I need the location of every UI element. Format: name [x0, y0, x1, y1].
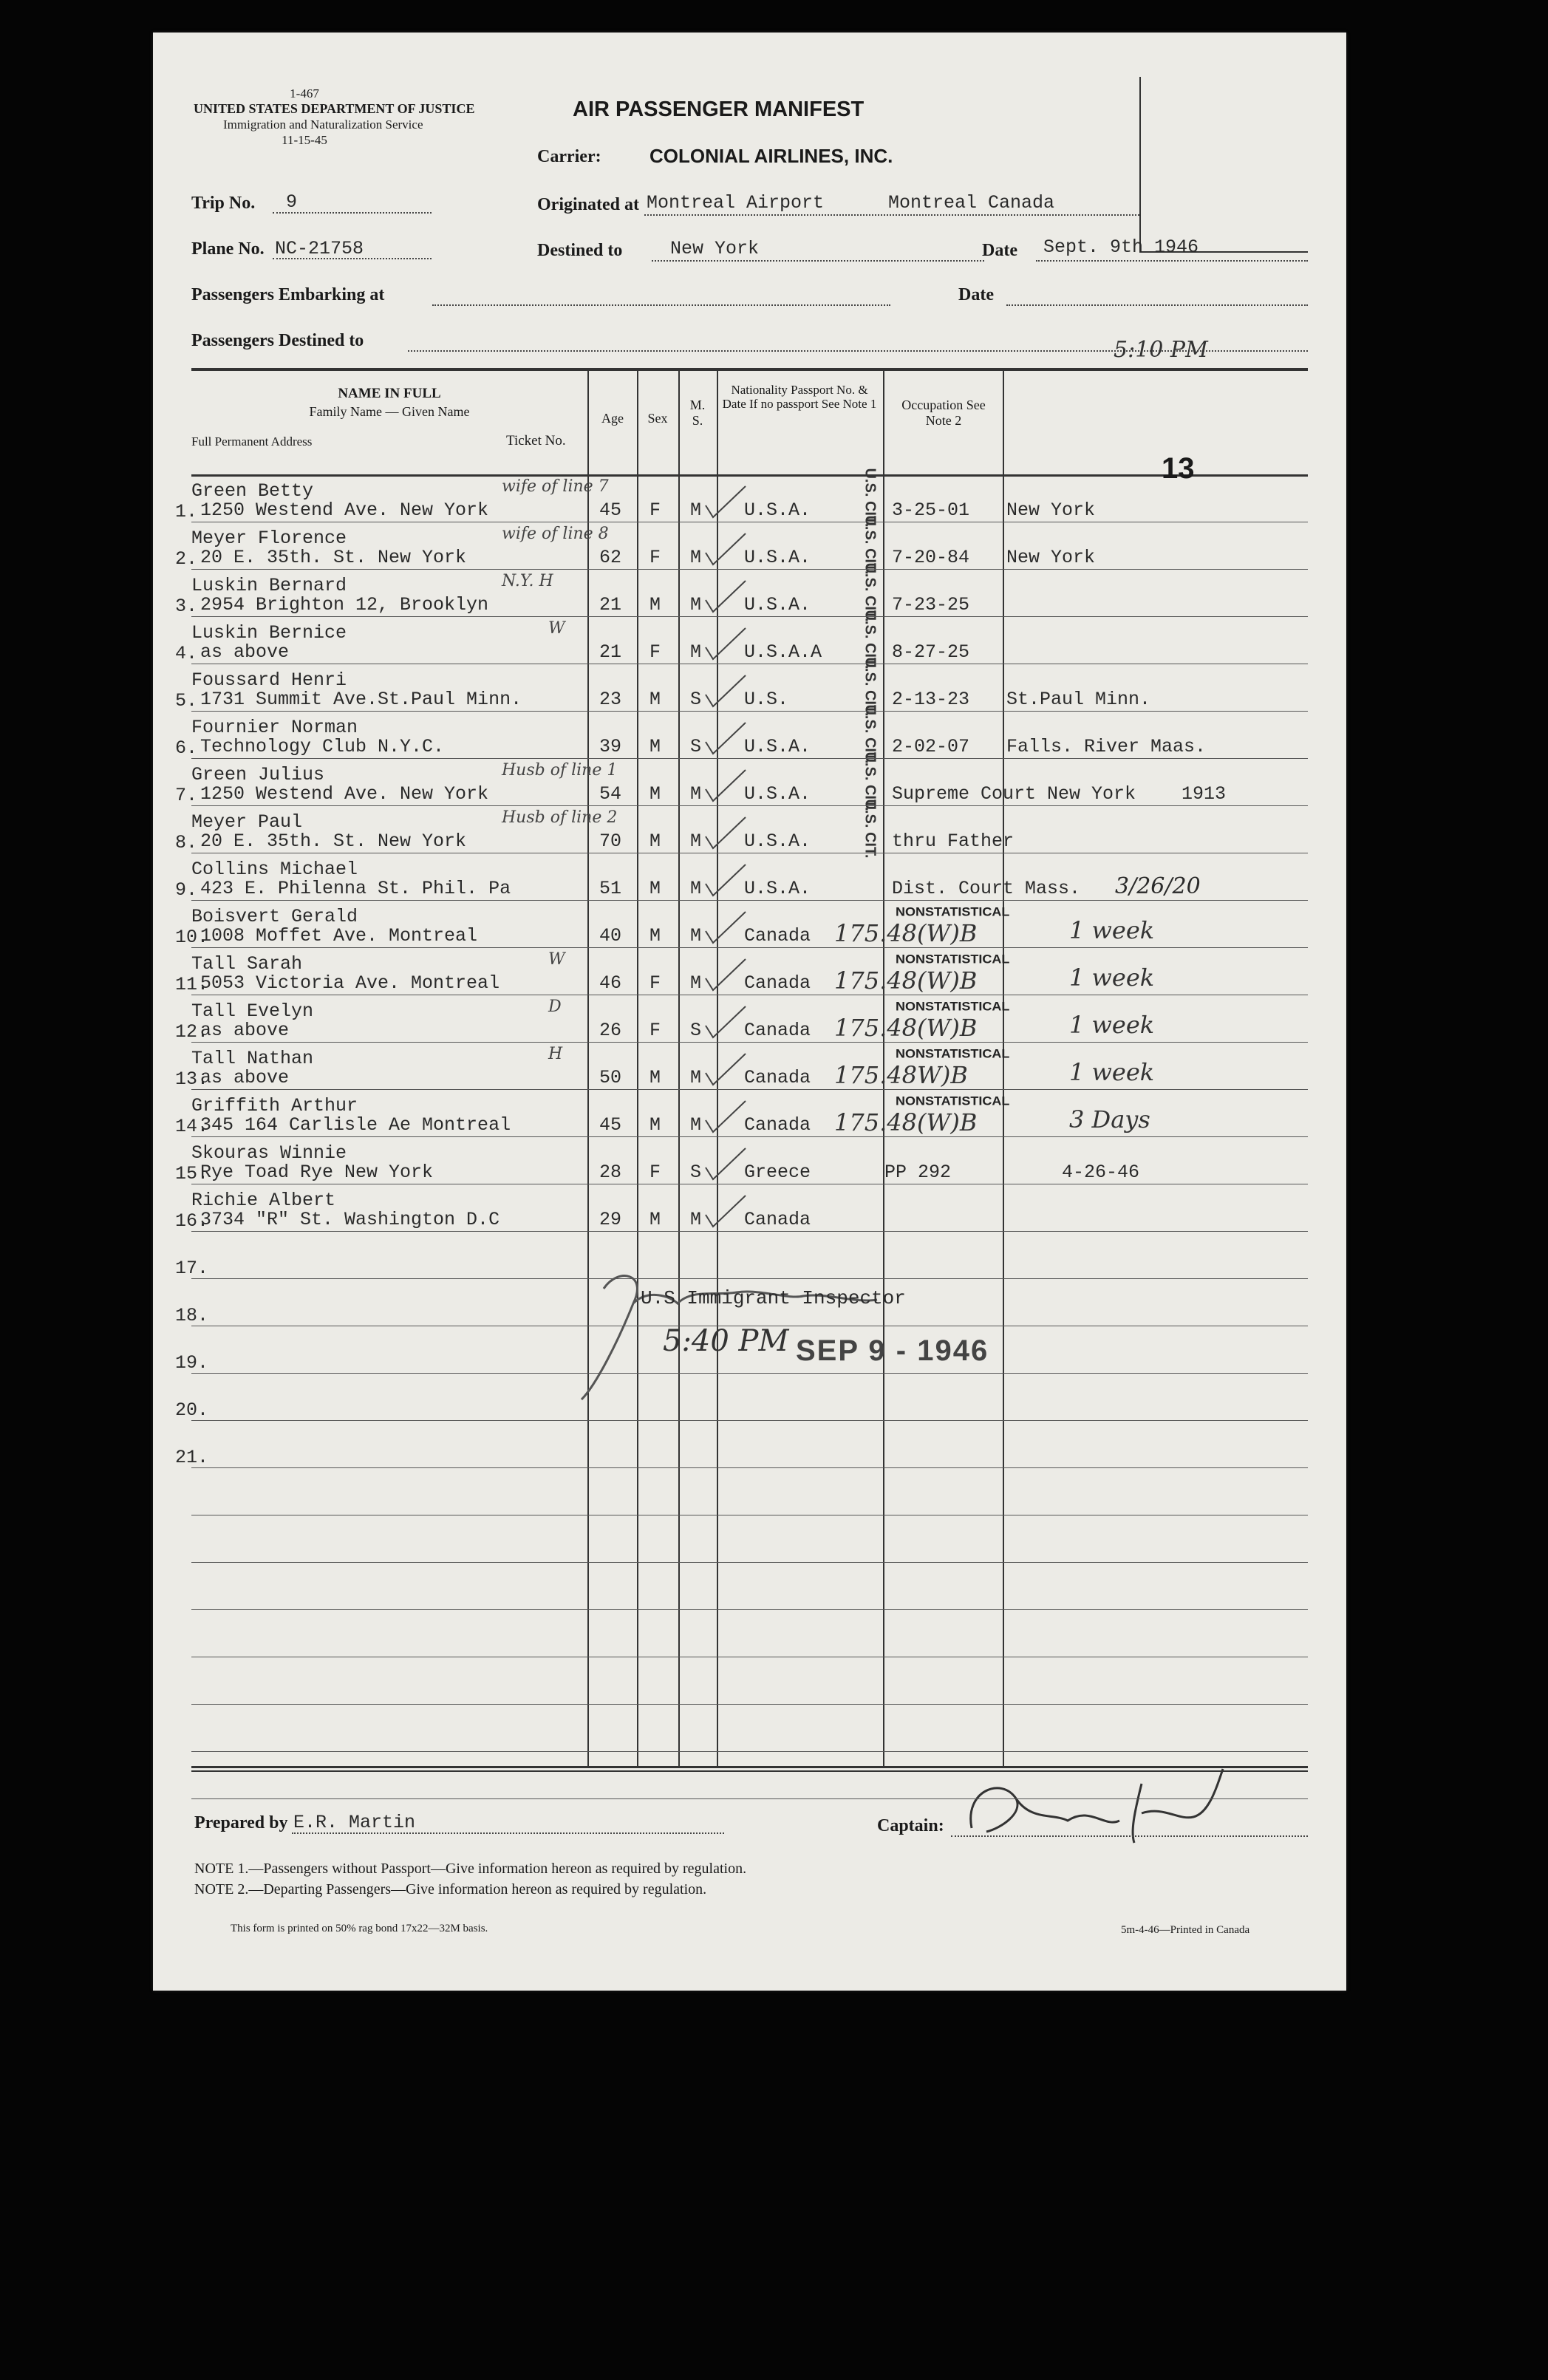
check-mark-icon: [700, 578, 751, 615]
date-cell: 8-27-25: [892, 641, 970, 663]
nationality-header: Nationality Passport No. & Date If no passport See Note 1: [722, 383, 877, 411]
sex-cell: F: [649, 499, 661, 521]
passenger-address: 423 E. Philenna St. Phil. Pa: [200, 878, 511, 899]
passenger-address: as above: [200, 1067, 290, 1088]
date-cell: PP 292: [884, 1162, 952, 1183]
marital-status-cell: M: [690, 925, 702, 947]
passenger-address: 345 164 Carlisle Ae Montreal: [200, 1114, 511, 1136]
row-number: 7.: [175, 785, 198, 806]
passenger-address: 20 E. 35th. St. New York: [200, 831, 467, 852]
destined-to-label: Passengers Destined to: [191, 331, 364, 350]
age-cell: 46: [599, 972, 622, 994]
nationality-cell: U.S.A.: [744, 736, 811, 757]
originated-place: Montreal Canada: [888, 192, 1055, 214]
row-number: 20.: [175, 1399, 209, 1421]
sex-cell: F: [649, 1020, 661, 1041]
row-rule: [191, 1562, 1308, 1563]
row-number: 2.: [175, 548, 198, 570]
age-cell: 51: [599, 878, 622, 899]
row-number: 3.: [175, 596, 198, 617]
passenger-address: Technology Club N.Y.C.: [200, 736, 445, 757]
us-citizen-stamp: U.S. CIT.: [862, 751, 879, 811]
plane-label: Plane No.: [191, 239, 265, 259]
ms-header: M. S.: [689, 398, 706, 428]
check-mark-icon: [700, 720, 751, 757]
nationality-cell: U.S.: [744, 689, 789, 710]
nationality-cell: U.S.A.: [744, 831, 811, 852]
row-rule: [191, 616, 1308, 617]
marital-status-cell: S: [690, 736, 702, 757]
marital-status-cell: S: [690, 1162, 702, 1183]
nationality-cell: U.S.A.: [744, 547, 811, 568]
date-cell: 7-23-25: [892, 594, 970, 616]
row-rule: [191, 758, 1308, 759]
row-rule: [191, 1751, 1308, 1752]
passenger-name: Richie Albert: [191, 1190, 336, 1211]
row-rule: [191, 1704, 1308, 1705]
sex-cell: F: [649, 641, 661, 663]
marital-status-cell: M: [690, 547, 702, 568]
sheet-number: 13: [1162, 452, 1195, 485]
check-mark-icon: [700, 483, 751, 520]
embarking-label: Passengers Embarking at: [191, 285, 385, 304]
passenger-name: Foussard Henri: [191, 669, 347, 691]
passenger-address: Rye Toad Rye New York: [200, 1162, 434, 1183]
table-row: [153, 1091, 1346, 1138]
table-row: [153, 799, 1346, 859]
check-mark-icon: [700, 672, 751, 709]
extra-cell: Falls. River Maas.: [1006, 736, 1207, 757]
marital-status-cell: M: [690, 1209, 702, 1230]
department-name: UNITED STATES DEPARTMENT OF JUSTICE: [194, 101, 475, 116]
date-cell: 2-02-07: [892, 736, 970, 757]
extra-cell: 1913: [1182, 783, 1227, 805]
date-label: Date: [982, 241, 1017, 260]
table-row: [153, 854, 1346, 901]
passenger-address: as above: [200, 1020, 290, 1041]
embarking-date-line: [1006, 304, 1308, 306]
page-title: AIR PASSENGER MANIFEST: [573, 98, 865, 121]
table-row: [153, 996, 1346, 1043]
date-value: Sept. 9th 1946: [1043, 236, 1199, 258]
check-mark-icon: [700, 531, 751, 567]
us-citizen-stamp: U.S. CIT.: [862, 610, 879, 669]
passenger-name: Green Julius: [191, 764, 325, 785]
sex-header: Sex: [647, 411, 668, 426]
row-rule: [191, 1373, 1308, 1374]
row-rule: [191, 1278, 1308, 1279]
table-row: [153, 1043, 1346, 1091]
form-header: [194, 86, 475, 148]
handwritten-note: N.Y. H: [502, 572, 553, 590]
originated-value: Montreal Airport: [647, 192, 825, 214]
passenger-address: 3734 "R" St. Washington D.C: [200, 1209, 500, 1230]
row-number: 19.: [175, 1352, 209, 1374]
handwritten-note: H: [548, 1045, 563, 1063]
handwritten-note: W: [548, 619, 565, 638]
table-row: [153, 949, 1346, 996]
nonstatistical-stamp: NONSTATISTICAL: [896, 952, 1010, 966]
print-code: 5m-4-46—Printed in Canada: [1121, 1924, 1250, 1936]
passenger-address: 1250 Westend Ave. New York: [200, 499, 489, 521]
admission-code: 175.48(W)B: [834, 1108, 978, 1136]
occupation-header: Occupation See Note 2: [901, 398, 986, 428]
age-cell: 29: [599, 1209, 622, 1230]
marital-status-cell: S: [690, 689, 702, 710]
check-mark-icon: [700, 909, 751, 946]
check-mark-icon: [700, 625, 751, 662]
age-cell: 54: [599, 783, 622, 805]
carrier-name: COLONIAL AIRLINES, INC.: [649, 145, 893, 167]
nationality-cell: Canada: [744, 1114, 811, 1136]
age-cell: 40: [599, 925, 622, 947]
passenger-address: 20 E. 35th. St. New York: [200, 547, 467, 568]
us-citizen-stamp: U.S. CIT.: [862, 515, 879, 575]
ticket-header: Ticket No.: [506, 433, 566, 449]
table-row: [153, 610, 1346, 669]
extra-cell: St.Paul Minn.: [1006, 689, 1151, 710]
check-mark-icon: [700, 1193, 751, 1230]
date-cell: Supreme Court New York: [892, 783, 1136, 805]
extra-cell: 4-26-46: [1062, 1162, 1140, 1183]
check-mark-icon: [700, 1051, 751, 1088]
age-cell: 50: [599, 1067, 622, 1088]
row-rule: [191, 1136, 1308, 1137]
marital-status-cell: M: [690, 878, 702, 899]
service-name: Immigration and Naturalization Service: [223, 117, 423, 132]
row-rule: [191, 1798, 1308, 1799]
passenger-address: 1250 Westend Ave. New York: [200, 783, 489, 805]
admission-code: 175.48(W)B: [834, 1014, 978, 1042]
handwritten-note: W: [548, 950, 565, 969]
marital-status-cell: M: [690, 972, 702, 994]
table-row: [153, 751, 1346, 811]
row-rule: [191, 805, 1308, 806]
row-rule: [191, 1231, 1308, 1232]
time-note: 5:10 PM: [1114, 337, 1208, 363]
note-2: NOTE 2.—Departing Passengers—Give information hereon as required by regulation.: [194, 1881, 707, 1897]
sex-cell: M: [649, 736, 661, 757]
sex-cell: F: [649, 1162, 661, 1183]
box-left-border: [1139, 77, 1141, 253]
passenger-name: Boisvert Gerald: [191, 906, 358, 927]
row-number: 4.: [175, 643, 198, 664]
passenger-name: Meyer Florence: [191, 528, 347, 549]
row-number: 10.: [175, 927, 209, 948]
row-number: 16.: [175, 1210, 209, 1232]
marital-status-cell: M: [690, 641, 702, 663]
nonstatistical-stamp: NONSTATISTICAL: [896, 1000, 1010, 1014]
table-top-border: [191, 368, 1308, 371]
marital-status-cell: M: [690, 499, 702, 521]
sex-cell: F: [649, 972, 661, 994]
nonstatistical-stamp: NONSTATISTICAL: [896, 905, 1010, 919]
marital-status-cell: M: [690, 783, 702, 805]
date-cell: 3-25-01: [892, 499, 970, 521]
date-cell: thru Father: [892, 831, 1015, 852]
passenger-name: Luskin Bernice: [191, 622, 347, 644]
marital-status-cell: M: [690, 1114, 702, 1136]
stay-duration: 3 Days: [1069, 1105, 1150, 1133]
marital-status-cell: S: [690, 1020, 702, 1041]
us-citizen-stamp: U.S. CIT.: [862, 657, 879, 717]
sex-cell: M: [649, 689, 661, 710]
admission-code: 175.48(W)B: [834, 966, 978, 995]
name-header-title: NAME IN FULL: [338, 386, 441, 401]
trip-number: 9: [286, 191, 298, 213]
row-rule: [191, 947, 1308, 948]
inspector-date-stamp: SEP 9 - 1946: [796, 1334, 989, 1367]
sex-cell: M: [649, 1209, 661, 1230]
age-cell: 21: [599, 641, 622, 663]
form-date: 11-15-45: [282, 133, 327, 147]
row-rule: [191, 1042, 1308, 1043]
passenger-name: Green Betty: [191, 480, 314, 502]
sex-cell: F: [649, 547, 661, 568]
embarking-date-label: Date: [958, 285, 994, 304]
date-cell: 2-13-23: [892, 689, 970, 710]
row-rule: [191, 569, 1308, 570]
nationality-cell: Canada: [744, 1209, 811, 1230]
passenger-name: Skouras Winnie: [191, 1142, 347, 1164]
plane-line: [273, 258, 432, 259]
nationality-cell: U.S.A.: [744, 594, 811, 616]
inspector-title: U.S Immigrant Inspector: [641, 1287, 906, 1309]
extra-cell: 3/26/20: [1115, 873, 1201, 899]
nonstatistical-stamp: NONSTATISTICAL: [896, 1047, 1010, 1061]
table-row: [153, 562, 1346, 622]
row-number: 13.: [175, 1068, 209, 1090]
check-mark-icon: [700, 1003, 751, 1040]
passenger-address: 2954 Brighton 12, Brooklyn: [200, 594, 489, 616]
nationality-cell: Greece: [744, 1162, 811, 1183]
destined-label: Destined to: [537, 241, 623, 260]
age-cell: 39: [599, 736, 622, 757]
table-row: [153, 1185, 1346, 1232]
us-citizen-stamp: U.S. CIT.: [862, 704, 879, 764]
note-1: NOTE 1.—Passengers without Passport—Give information hereon as required by regulation.: [194, 1861, 747, 1877]
age-header: Age: [601, 411, 624, 426]
stay-duration: 1 week: [1069, 1011, 1155, 1039]
table-row: [153, 704, 1346, 764]
sex-cell: M: [649, 594, 661, 616]
date-cell: Dist. Court Mass.: [892, 878, 1081, 899]
extra-cell: New York: [1006, 547, 1096, 568]
trip-line: [273, 212, 432, 214]
passenger-name: Fournier Norman: [191, 717, 358, 738]
nonstatistical-stamp: NONSTATISTICAL: [896, 1094, 1010, 1108]
check-mark-icon: [700, 956, 751, 993]
age-cell: 45: [599, 1114, 622, 1136]
row-rule: [191, 1089, 1308, 1090]
passenger-name: Tall Sarah: [191, 953, 303, 975]
embarking-line: [432, 304, 890, 306]
nationality-cell: U.S.A.: [744, 878, 811, 899]
sex-cell: M: [649, 831, 661, 852]
age-cell: 45: [599, 499, 622, 521]
captain-signature: [957, 1762, 1252, 1858]
row-number: 5.: [175, 690, 198, 712]
originated-label: Originated at: [537, 195, 639, 214]
nationality-cell: Canada: [744, 925, 811, 947]
row-number: 14.: [175, 1116, 209, 1137]
plane-number: NC-21758: [275, 238, 364, 259]
destined-value: New York: [670, 238, 760, 259]
nationality-cell: Canada: [744, 1020, 811, 1041]
handwritten-note: D: [548, 998, 562, 1016]
stay-duration: 1 week: [1069, 964, 1155, 992]
us-citizen-stamp: U.S. CIT.: [862, 799, 879, 859]
address-header: Full Permanent Address: [191, 434, 313, 449]
marital-status-cell: M: [690, 831, 702, 852]
us-citizen-stamp: U.S. CIT.: [862, 468, 879, 528]
age-cell: 21: [599, 594, 622, 616]
row-number: 15.: [175, 1163, 209, 1184]
admission-code: 175.48(W)B: [834, 919, 978, 947]
marital-status-cell: M: [690, 594, 702, 616]
handwritten-note: wife of line 7: [502, 477, 609, 496]
row-number: 12.: [175, 1021, 209, 1043]
check-mark-icon: [700, 814, 751, 851]
table-row: [153, 657, 1346, 717]
stay-duration: 1 week: [1069, 1058, 1155, 1086]
nationality-cell: Canada: [744, 972, 811, 994]
nationality-cell: U.S.A.: [744, 499, 811, 521]
age-cell: 23: [599, 689, 622, 710]
marital-status-cell: M: [690, 1067, 702, 1088]
prepared-line: [292, 1832, 724, 1834]
check-mark-icon: [700, 862, 751, 899]
nationality-cell: U.S.A.: [744, 783, 811, 805]
handwritten-note: Husb of line 1: [502, 761, 618, 780]
extra-cell: New York: [1006, 499, 1096, 521]
row-number: 21.: [175, 1447, 209, 1468]
passenger-name: Collins Michael: [191, 859, 358, 880]
table-row: [153, 1422, 1346, 1469]
passenger-address: 1731 Summit Ave.St.Paul Minn.: [200, 689, 522, 710]
row-number: 17.: [175, 1258, 209, 1279]
check-mark-icon: [700, 767, 751, 804]
age-cell: 62: [599, 547, 622, 568]
passenger-address: as above: [200, 641, 290, 663]
sex-cell: M: [649, 783, 661, 805]
passenger-name: Tall Evelyn: [191, 1000, 314, 1022]
row-rule: [191, 711, 1308, 712]
row-rule: [191, 1420, 1308, 1421]
age-cell: 28: [599, 1162, 622, 1183]
name-column-header: [197, 386, 582, 420]
nationality-cell: U.S.A.A: [744, 641, 822, 663]
row-rule: [191, 1467, 1308, 1468]
sex-cell: M: [649, 1114, 661, 1136]
stay-duration: 1 week: [1069, 916, 1155, 944]
age-cell: 26: [599, 1020, 622, 1041]
carrier-label: Carrier:: [537, 147, 601, 166]
row-number: 1.: [175, 501, 198, 522]
passenger-name: Luskin Bernard: [191, 575, 347, 596]
passenger-address: 5053 Victoria Ave. Montreal: [200, 972, 500, 994]
date-cell: 7-20-84: [892, 547, 970, 568]
handwritten-note: wife of line 8: [502, 525, 609, 543]
table-row: [153, 515, 1346, 575]
row-rule: [191, 1609, 1308, 1610]
nationality-cell: Canada: [744, 1067, 811, 1088]
printed-note: This form is printed on 50% rag bond 17x22—32M basis.: [231, 1923, 488, 1934]
sex-cell: M: [649, 878, 661, 899]
sex-cell: M: [649, 925, 661, 947]
row-number: 6.: [175, 737, 198, 759]
table-row: [153, 901, 1346, 949]
row-number: 11.: [175, 974, 209, 995]
captain-line: [951, 1835, 1308, 1837]
handwritten-note: Husb of line 2: [502, 808, 618, 827]
passenger-name: Tall Nathan: [191, 1048, 314, 1069]
row-number: 9.: [175, 879, 198, 901]
form-number: 1-467: [290, 86, 319, 100]
trip-label: Trip No.: [191, 194, 256, 213]
admission-code: 175.48W)B: [834, 1061, 968, 1089]
row-number: 8.: [175, 832, 198, 853]
table-row: [153, 1138, 1346, 1185]
sex-cell: M: [649, 1067, 661, 1088]
originated-line: [644, 214, 1139, 216]
check-mark-icon: [700, 1145, 751, 1182]
captain-label: Captain:: [877, 1816, 944, 1835]
name-header-sub: Family Name — Given Name: [309, 404, 470, 419]
passenger-name: Griffith Arthur: [191, 1095, 358, 1116]
row-number: 18.: [175, 1305, 209, 1326]
prepared-label: Prepared by: [194, 1813, 288, 1832]
manifest-page: [153, 33, 1346, 1991]
age-cell: 70: [599, 831, 622, 852]
passenger-address: 1008 Moffet Ave. Montreal: [200, 925, 478, 947]
passenger-name: Meyer Paul: [191, 811, 303, 833]
destined-line: [652, 260, 984, 262]
inspector-time: 5:40 PM: [663, 1324, 789, 1358]
us-citizen-stamp: U.S. CIT.: [862, 562, 879, 622]
row-rule: [191, 900, 1308, 901]
date-line: [1036, 260, 1308, 262]
check-mark-icon: [700, 1098, 751, 1135]
prepared-by: E.R. Martin: [293, 1812, 416, 1833]
